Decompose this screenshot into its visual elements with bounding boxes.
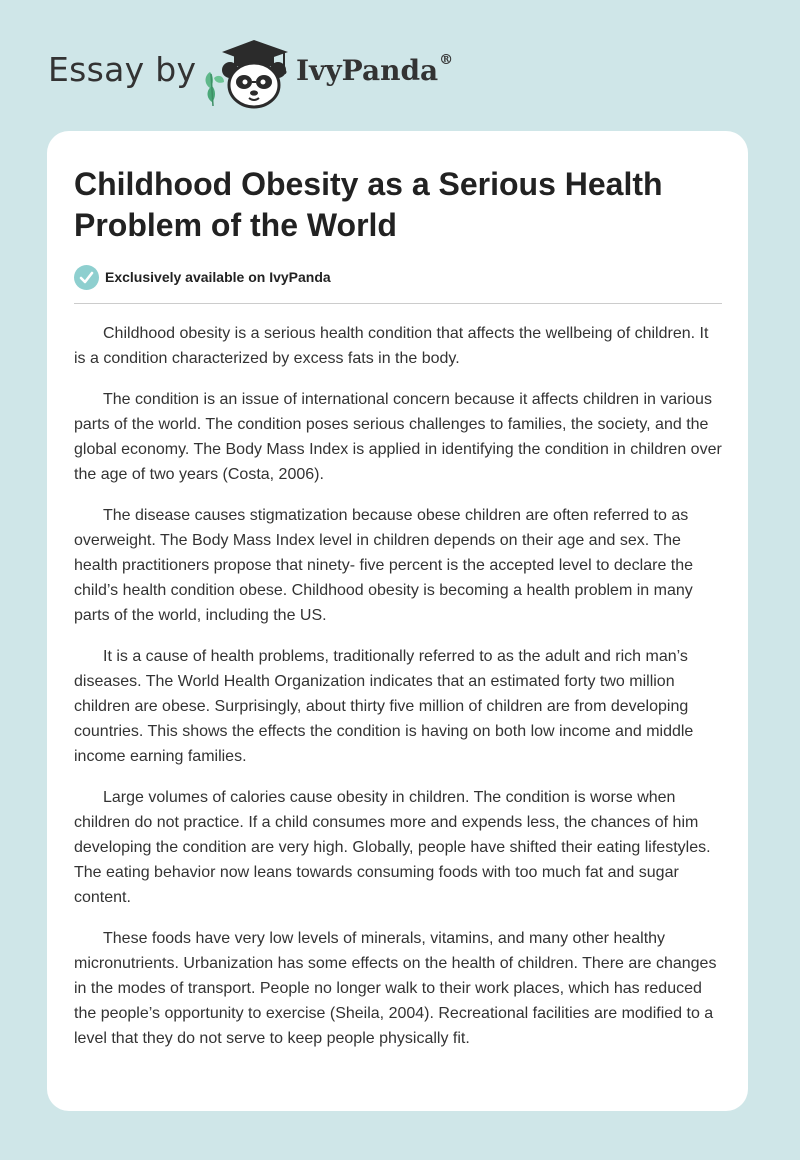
essay-card (47, 131, 748, 1111)
check-icon (74, 265, 99, 290)
paragraph: The disease causes stigmatization because obese children are often referred to as overweight. The Body Mass Index level in children depends on their age and sex. The health practitioners propose that ninety- five percent is the accepted level to declare the child’s health condition obese. Childhood obesity is becoming a health problem in many parts of the world, including the US. (74, 507, 694, 624)
paragraph: It is a cause of health problems, traditionally referred to as the adult and rich man’s diseases. The World Health Organization indicates that an estimated forty two million children are obese. Surprisingly, about thirty five million of children are from developing countries. This shows the effects the condition is having on both low income and middle income earning families. (74, 648, 694, 765)
essay-body (74, 321, 724, 1067)
essay-by-text: Essay by (48, 50, 197, 89)
site-header (0, 0, 800, 130)
paragraph: Large volumes of calories cause obesity in children. The condition is worse when children do not practice. If a child consumes more and expends less, the chances of him developing the condition are very high. Globally, people have shifted their eating lifestyles. The eating behavior now leans towards consuming foods with too much fat and sugar content. (74, 789, 711, 906)
registered-mark: ® (439, 52, 454, 68)
brand-text: IvyPanda (296, 54, 439, 87)
paragraph: Childhood obesity is a serious health condition that affects the wellbeing of children. It is a condition characterized by excess fats in the body. (74, 325, 709, 367)
paragraph: These foods have very low levels of minerals, vitamins, and many other healthy micronutrients. Urbanization has some effects on the health of children. There are changes in the modes of transport. People no longer walk to their work places, which has reduced the people’s opportunity to exercise (Sheila, 2004). Recreational facilities are modified to a level that they do not serve to keep people physically fit. (74, 930, 717, 1047)
exclusive-badge (74, 264, 331, 290)
ivy-leaf-icon (206, 72, 225, 106)
paragraph: The condition is an issue of international concern because it affects children in various parts of the world. The condition poses serious challenges to families, the society, and the global economy. The Body Mass Index is applied in identifying the condition in children over the age of two years (Costa, 2006). (74, 391, 722, 483)
divider (74, 303, 722, 304)
page-title: Childhood Obesity as a Serious Health Problem of the World (74, 166, 663, 243)
exclusive-label: Exclusively available on IvyPanda (105, 269, 331, 285)
panda-logo-icon[interactable] (200, 38, 296, 110)
brand-name[interactable] (296, 54, 452, 87)
